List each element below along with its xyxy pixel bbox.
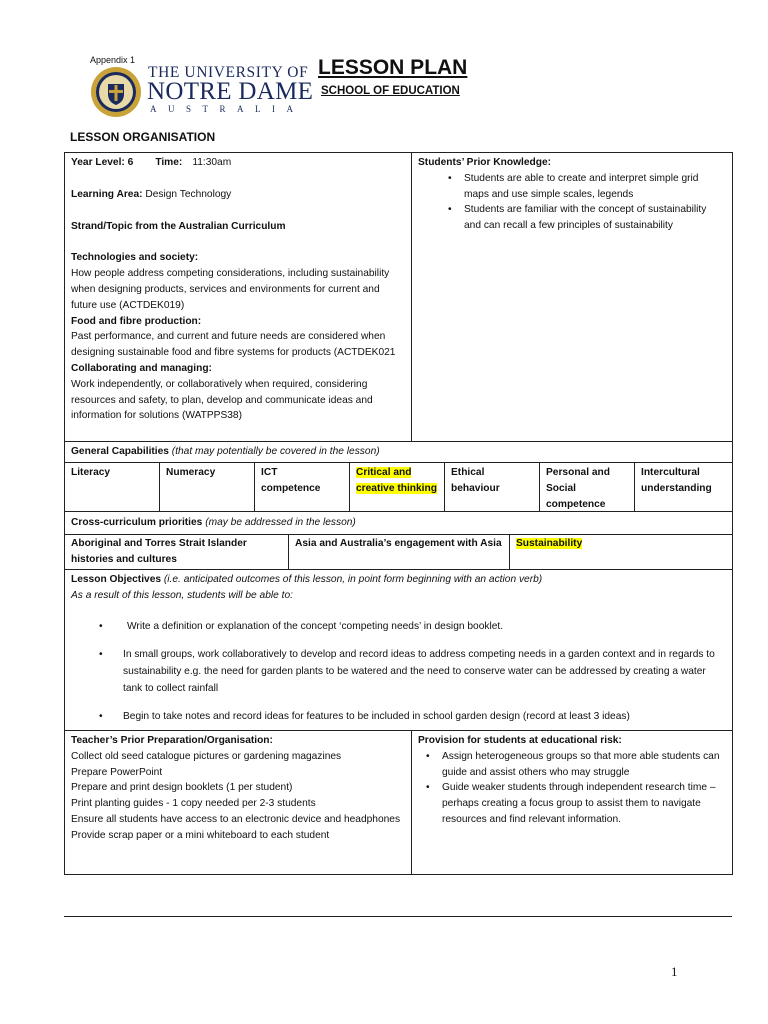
preparation-item: Ensure all students have access to an electronic device and headphones bbox=[71, 813, 401, 825]
collab-text: Work independently, or collaboratively when required, considering resources and safety, to plan, develop and communicate ideas and information for solutions (WATPPS38) bbox=[71, 378, 373, 422]
time-value: 11:30am bbox=[192, 157, 232, 168]
capability-literacy: Literacy bbox=[64, 462, 160, 512]
objective-item: • Begin to take notes and record ideas for features to be included in school garden design (record at least 3 ideas) bbox=[71, 708, 726, 725]
university-crest-logo bbox=[90, 66, 142, 118]
lesson-organisation-cell bbox=[64, 152, 412, 442]
objective-item: • Write a definition or explanation of the concept ‘competing needs’ in design booklet. bbox=[71, 618, 726, 635]
capability-ethical: Ethical behaviour bbox=[444, 462, 540, 512]
time-label: Time: bbox=[155, 157, 183, 168]
priority-asia: Asia and Australia’s engagement with Asia bbox=[288, 534, 510, 570]
document-subtitle: SCHOOL OF EDUCATION bbox=[321, 85, 460, 97]
food-fibre-text: Past performance, and current and future needs are considered when designing sustainable food and fibre systems for products (ACTDEK021 bbox=[71, 331, 396, 359]
objectives-heading: Lesson Objectives bbox=[71, 574, 162, 585]
risk-item: • Assign heterogeneous groups so that more able students can guide and assist others who may struggle bbox=[418, 749, 726, 781]
tech-society-text: How people address competing considerations, including sustainability when designing products, services and environments for current and future use (ACTDEK019) bbox=[71, 268, 390, 311]
collab-heading: Collaborating and managing: bbox=[71, 362, 212, 374]
prior-knowledge-item: • Students are familiar with the concept of sustainability and can recall a few principles of sustainability bbox=[440, 202, 726, 234]
learning-area-value: Design Technology bbox=[145, 188, 232, 200]
educational-risk-cell bbox=[411, 730, 733, 875]
objectives-intro: As a result of this lesson, students will be able to: bbox=[71, 589, 293, 601]
year-level: Year Level: 6 bbox=[71, 157, 134, 168]
appendix-label: Appendix 1 bbox=[90, 55, 136, 65]
preparation-item: Print planting guides - 1 copy needed per 2-3 students bbox=[71, 798, 316, 810]
section-title: LESSON ORGANISATION bbox=[70, 130, 216, 144]
university-name-line3: AUSTRALIA bbox=[150, 104, 305, 114]
footer-divider bbox=[64, 916, 732, 917]
capability-ict: ICT competence bbox=[254, 462, 350, 512]
capability-intercultural: Intercultural understanding bbox=[634, 462, 733, 512]
food-fibre-heading: Food and fibre production: bbox=[71, 315, 202, 327]
general-capabilities-heading: General Capabilities bbox=[71, 446, 169, 457]
prior-knowledge-heading: Students’ Prior Knowledge: bbox=[418, 157, 552, 168]
priority-sustainability: Sustainability bbox=[509, 534, 733, 570]
learning-area-label: Learning Area: bbox=[71, 188, 143, 200]
lesson-objectives-cell bbox=[64, 569, 733, 731]
capability-personal-social: Personal and Social competence bbox=[539, 462, 635, 512]
cross-curriculum-heading: Cross-curriculum priorities bbox=[71, 517, 203, 528]
preparation-item: Prepare PowerPoint bbox=[71, 766, 163, 778]
general-capabilities-note: (that may potentially be covered in the lesson) bbox=[171, 446, 380, 457]
prior-knowledge-item: • Students are able to create and interpret simple grid maps and use simple scales, legends bbox=[440, 171, 726, 203]
tech-society-heading: Technologies and society: bbox=[71, 252, 199, 264]
objectives-note: (i.e. anticipated outcomes of this lesson, in point form beginning with an action verb) bbox=[163, 574, 543, 585]
prior-knowledge-cell bbox=[411, 152, 733, 442]
risk-item: • Guide weaker students through independent research time – perhaps creating a focus group to assist them to navigate resources and find relevant information. bbox=[418, 780, 726, 827]
general-capabilities-header bbox=[64, 441, 733, 463]
cross-curriculum-header bbox=[64, 511, 733, 535]
document-title: LESSON PLAN bbox=[318, 56, 468, 79]
preparation-item: Collect old seed catalogue pictures or gardening magazines bbox=[71, 750, 342, 762]
objective-item: • In small groups, work collaboratively to develop and record ideas to address competing needs in a garden context and in regards to sustainability e.g. the need for garden plants to be watered and the need to conserve water can be addressed by creating a water tank to collect rainfall bbox=[71, 646, 726, 697]
cross-curriculum-note: (may be addressed in the lesson) bbox=[205, 517, 356, 528]
priority-aboriginal: Aboriginal and Torres Strait Islander histories and cultures bbox=[64, 534, 289, 570]
capability-numeracy: Numeracy bbox=[159, 462, 255, 512]
strand-label: Strand/Topic from the Australian Curriculum bbox=[71, 220, 286, 232]
page-number: 1 bbox=[671, 964, 678, 979]
university-name-line1: THE UNIVERSITY OF bbox=[148, 64, 309, 81]
teacher-preparation-cell bbox=[64, 730, 412, 875]
university-name-line2: NOTRE DAME bbox=[147, 78, 314, 105]
preparation-heading: Teacher’s Prior Preparation/Organisation: bbox=[71, 735, 273, 746]
capability-critical-thinking: Critical and creative thinking bbox=[349, 462, 445, 512]
preparation-item: Prepare and print design booklets (1 per student) bbox=[71, 782, 293, 794]
preparation-item: Provide scrap paper or a mini whiteboard to each student bbox=[71, 829, 330, 841]
risk-heading: Provision for students at educational risk: bbox=[418, 735, 622, 746]
